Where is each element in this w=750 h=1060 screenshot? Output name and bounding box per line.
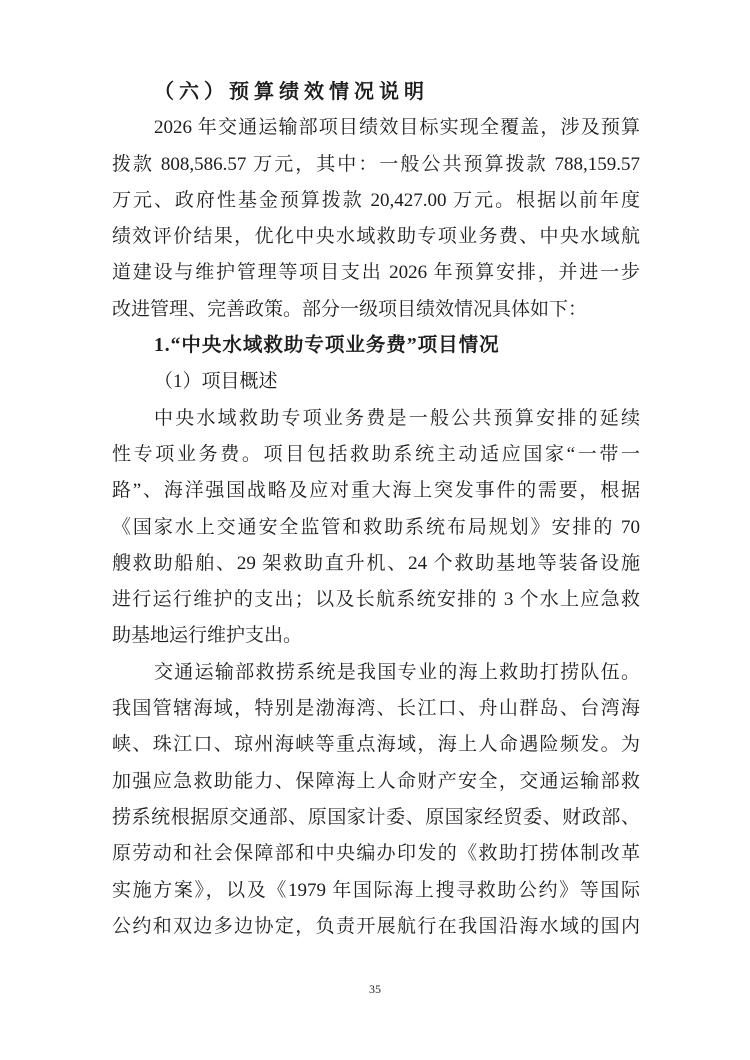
text-line: 公约和双边多边协定，负责开展航行在我国沿海水域的国内	[112, 915, 640, 937]
text-line: 原劳动和社会保障部和中央编办印发的《救助打捞体制改革	[112, 843, 640, 865]
sub-item-heading: （1）项目概述	[154, 371, 278, 393]
text-line: 我国管辖海域，特别是渤海湾、长江口、舟山群岛、台湾海	[112, 698, 640, 720]
document-body	[112, 74, 640, 945]
text-line: 性专项业务费。项目包括救助系统主动适应国家“一带一	[112, 443, 640, 465]
text-line: 2026 年交通运输部项目绩效目标实现全覆盖，涉及预算	[154, 117, 640, 139]
section-heading: （六）预算绩效情况说明	[154, 81, 429, 103]
text-line: 万元、政府性基金预算拨款 20,427.00 万元。根据以前年度	[112, 189, 640, 211]
text-line: 拨款 808,586.57 万元，其中：一般公共预算拨款 788,159.57	[112, 153, 640, 175]
text-line: 路”、海洋强国战略及应对重大海上突发事件的需要，根据	[112, 480, 640, 502]
text-line: 峡、珠江口、琼州海峡等重点海域，海上人命遇险频发。为	[112, 734, 640, 756]
text-line: 道建设与维护管理等项目支出 2026 年预算安排，并进一步	[112, 262, 640, 284]
text-line: 加强应急救助能力、保障海上人命财产安全，交通运输部救	[112, 770, 640, 792]
text-line: 艘救助船舶、29 架救助直升机、24 个救助基地等装备设施	[112, 552, 640, 574]
item-heading: 1.“中央水域救助专项业务费”项目情况	[154, 335, 500, 357]
text-line: 交通运输部救捞系统是我国专业的海上救助打捞队伍。	[154, 661, 640, 683]
text-line: 实施方案》，以及《1979 年国际海上搜寻救助公约》等国际	[112, 879, 640, 901]
text-line: 中央水域救助专项业务费是一般公共预算安排的延续	[154, 407, 640, 429]
page-number: 35	[369, 982, 381, 996]
text-line: 绩效评价结果，优化中央水域救助专项业务费、中央水域航	[112, 226, 640, 248]
text-line: 改进管理、完善政策。部分一级项目绩效情况具体如下：	[112, 298, 588, 320]
text-line: 捞系统根据原交通部、原国家计委、原国家经贸委、财政部、	[112, 806, 640, 828]
text-line: 助基地运行维护支出。	[112, 625, 303, 647]
text-line: 进行运行维护的支出；以及长航系统安排的 3 个水上应急救	[112, 589, 640, 611]
text-line: 《国家水上交通安全监管和救助系统布局规划》安排的 70	[112, 516, 640, 538]
